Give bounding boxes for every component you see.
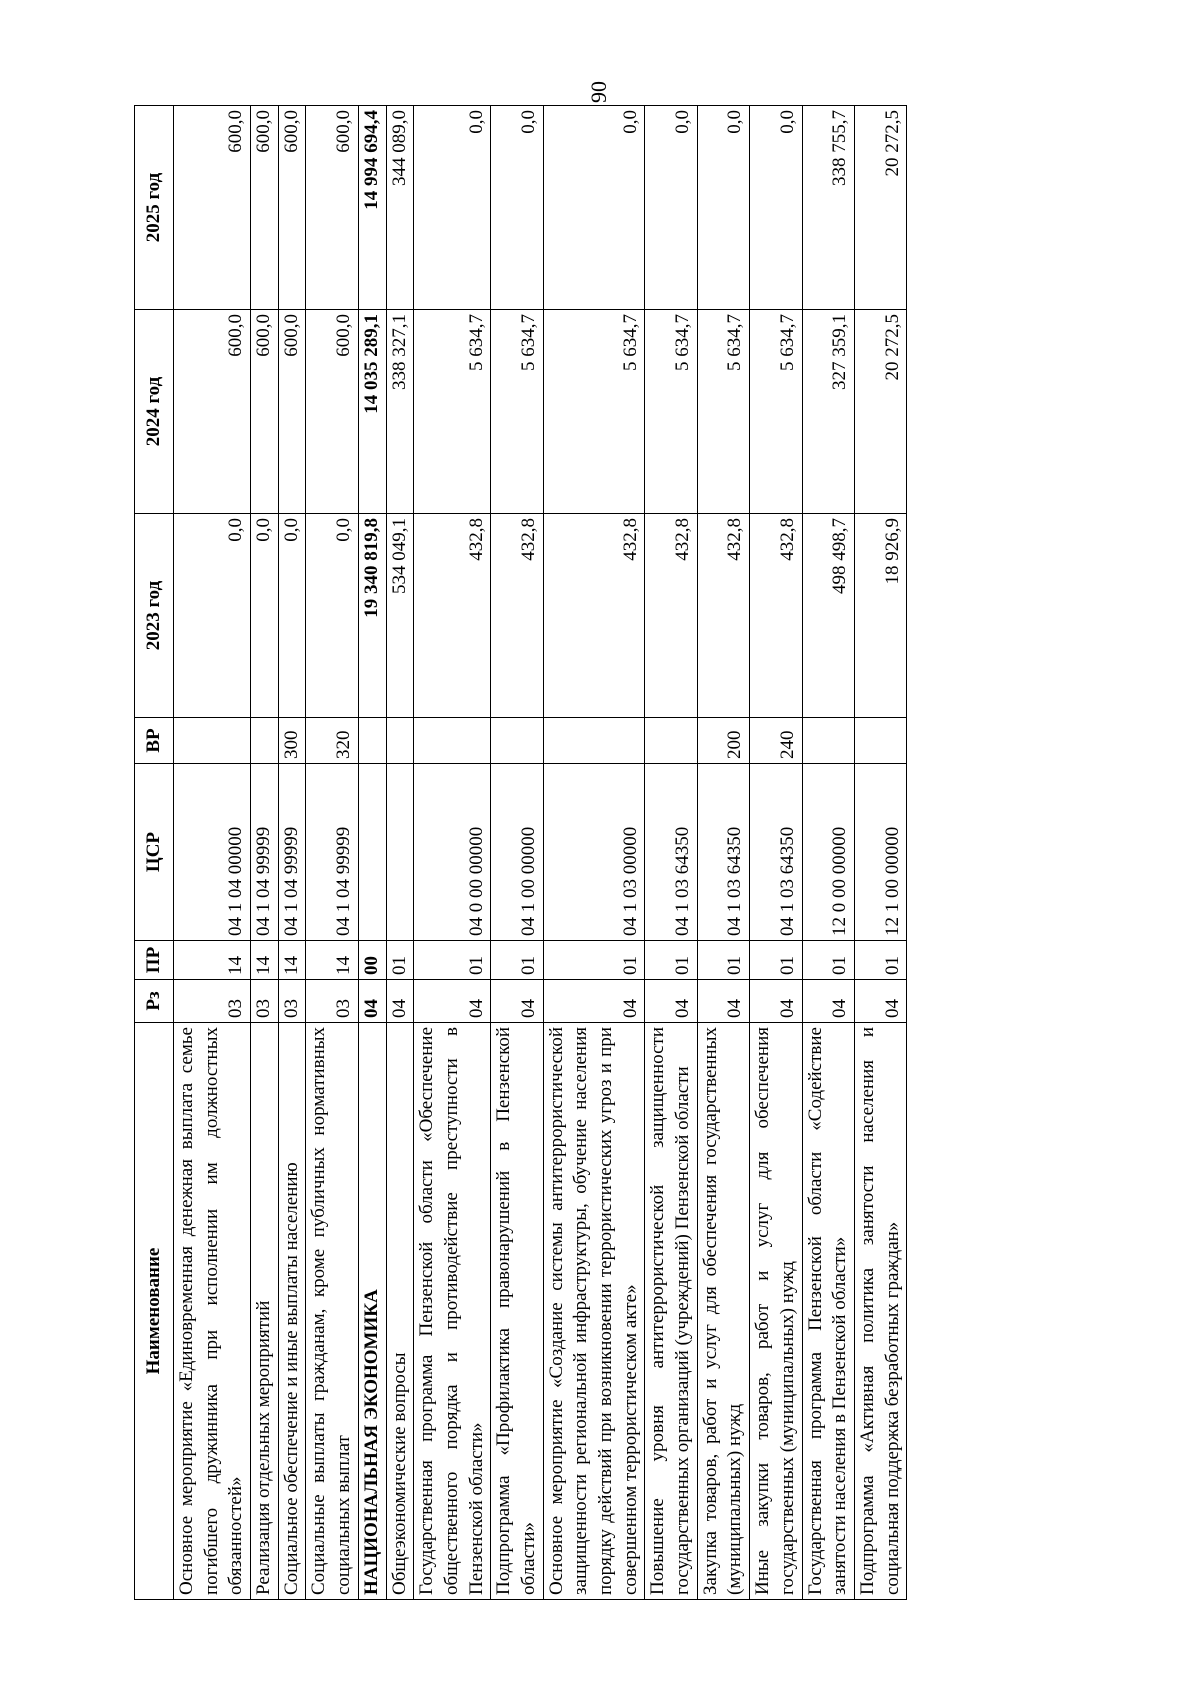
cell-2023: 498 498,7 bbox=[802, 514, 854, 718]
cell-pr: 14 bbox=[278, 941, 306, 980]
cell-csr: 04 0 00 00000 bbox=[414, 764, 491, 941]
table-row bbox=[306, 106, 358, 1600]
cell-2025: 344 089,0 bbox=[386, 106, 414, 310]
cell-2023: 432,8 bbox=[697, 514, 749, 718]
cell-pr: 01 bbox=[414, 941, 491, 980]
cell-name: Подпрограмма «Профилактика правонарушений в Пензенской области» bbox=[491, 1023, 543, 1600]
cell-2025: 600,0 bbox=[174, 106, 251, 310]
cell-csr: 04 1 04 99999 bbox=[306, 764, 358, 941]
cell-pr: 00 bbox=[358, 941, 386, 980]
cell-2024: 600,0 bbox=[306, 310, 358, 514]
cell-vr: 200 bbox=[697, 718, 749, 764]
cell-2024: 327 359,1 bbox=[802, 310, 854, 514]
cell-csr: 04 1 03 64350 bbox=[697, 764, 749, 941]
cell-2023: 0,0 bbox=[278, 514, 306, 718]
cell-rz: 04 bbox=[750, 980, 802, 1023]
cell-vr bbox=[802, 718, 854, 764]
cell-2024: 5 634,7 bbox=[543, 310, 645, 514]
cell-2024: 5 634,7 bbox=[697, 310, 749, 514]
cell-rz: 04 bbox=[697, 980, 749, 1023]
cell-2024: 600,0 bbox=[251, 310, 279, 514]
cell-2023: 534 049,1 bbox=[386, 514, 414, 718]
cell-pr: 01 bbox=[854, 941, 906, 980]
cell-2024: 5 634,7 bbox=[750, 310, 802, 514]
cell-rz: 04 bbox=[386, 980, 414, 1023]
cell-2024: 5 634,7 bbox=[491, 310, 543, 514]
cell-name: Государственная программа Пензенской области «Обеспечение общественного порядка и противодействие преступности в Пензенской области» bbox=[414, 1023, 491, 1600]
cell-name: Социальные выплаты гражданам, кроме публичных нормативных социальных выплат bbox=[306, 1023, 358, 1600]
cell-vr: 320 bbox=[306, 718, 358, 764]
cell-csr: 12 1 00 00000 bbox=[854, 764, 906, 941]
cell-pr: 01 bbox=[543, 941, 645, 980]
cell-rz: 04 bbox=[645, 980, 697, 1023]
header-2025: 2025 год bbox=[135, 106, 174, 310]
table-row bbox=[802, 106, 854, 1600]
cell-name: Общеэкономические вопросы bbox=[386, 1023, 414, 1600]
cell-vr bbox=[645, 718, 697, 764]
cell-rz: 03 bbox=[278, 980, 306, 1023]
cell-2024: 5 634,7 bbox=[645, 310, 697, 514]
cell-csr: 04 1 04 99999 bbox=[251, 764, 279, 941]
table-row bbox=[174, 106, 251, 1600]
cell-2023: 0,0 bbox=[174, 514, 251, 718]
table-row bbox=[491, 106, 543, 1600]
cell-pr: 14 bbox=[174, 941, 251, 980]
cell-2025: 0,0 bbox=[750, 106, 802, 310]
header-2023: 2023 год bbox=[135, 514, 174, 718]
cell-vr bbox=[854, 718, 906, 764]
cell-vr: 300 bbox=[278, 718, 306, 764]
cell-2025: 20 272,5 bbox=[854, 106, 906, 310]
cell-2024: 600,0 bbox=[278, 310, 306, 514]
cell-pr: 01 bbox=[386, 941, 414, 980]
cell-name: НАЦИОНАЛЬНАЯ ЭКОНОМИКА bbox=[358, 1023, 386, 1600]
cell-csr: 04 1 03 00000 bbox=[543, 764, 645, 941]
cell-2024: 14 035 289,1 bbox=[358, 310, 386, 514]
header-pr: ПР bbox=[135, 941, 174, 980]
header-2024: 2024 год bbox=[135, 310, 174, 514]
cell-csr: 04 1 03 64350 bbox=[645, 764, 697, 941]
cell-vr bbox=[174, 718, 251, 764]
cell-vr bbox=[358, 718, 386, 764]
cell-name: Основное мероприятие «Единовременная денежная выплата семье погибшего дружинника при исполнении им должностных обязанностей» bbox=[174, 1023, 251, 1600]
cell-rz: 04 bbox=[358, 980, 386, 1023]
cell-pr: 01 bbox=[491, 941, 543, 980]
header-vr: ВР bbox=[135, 718, 174, 764]
cell-2023: 0,0 bbox=[306, 514, 358, 718]
cell-vr bbox=[386, 718, 414, 764]
table-row bbox=[750, 106, 802, 1600]
cell-2024: 600,0 bbox=[174, 310, 251, 514]
header-rz: Рз bbox=[135, 980, 174, 1023]
cell-name: Государственная программа Пензенской области «Содействие занятости населения в Пензенской области» bbox=[802, 1023, 854, 1600]
cell-2024: 20 272,5 bbox=[854, 310, 906, 514]
budget-table bbox=[134, 105, 907, 1600]
table-row bbox=[278, 106, 306, 1600]
cell-rz: 04 bbox=[491, 980, 543, 1023]
table-row bbox=[697, 106, 749, 1600]
cell-2025: 0,0 bbox=[414, 106, 491, 310]
cell-name: Социальное обеспечение и иные выплаты населению bbox=[278, 1023, 306, 1600]
cell-rz: 04 bbox=[414, 980, 491, 1023]
cell-vr bbox=[414, 718, 491, 764]
cell-2023: 432,8 bbox=[750, 514, 802, 718]
cell-csr: 12 0 00 00000 bbox=[802, 764, 854, 941]
cell-vr bbox=[543, 718, 645, 764]
cell-2025: 0,0 bbox=[543, 106, 645, 310]
cell-name: Иные закупки товаров, работ и услуг для обеспечения государственных (муниципальных) нужд bbox=[750, 1023, 802, 1600]
cell-2023: 432,8 bbox=[491, 514, 543, 718]
cell-pr: 01 bbox=[645, 941, 697, 980]
cell-2025: 0,0 bbox=[491, 106, 543, 310]
cell-2025: 0,0 bbox=[697, 106, 749, 310]
cell-2025: 0,0 bbox=[645, 106, 697, 310]
cell-csr: 04 1 04 00000 bbox=[174, 764, 251, 941]
cell-2023: 19 340 819,8 bbox=[358, 514, 386, 718]
cell-2025: 338 755,7 bbox=[802, 106, 854, 310]
cell-pr: 14 bbox=[306, 941, 358, 980]
cell-2023: 18 926,9 bbox=[854, 514, 906, 718]
cell-2023: 432,8 bbox=[543, 514, 645, 718]
rotated-table-container bbox=[134, 106, 1052, 1600]
cell-vr: 240 bbox=[750, 718, 802, 764]
cell-name: Подпрограмма «Активная политика занятости населения и социальная поддержка безработных граждан» bbox=[854, 1023, 906, 1600]
table-row bbox=[543, 106, 645, 1600]
cell-2025: 600,0 bbox=[251, 106, 279, 310]
cell-pr: 01 bbox=[697, 941, 749, 980]
cell-csr: 04 1 00 00000 bbox=[491, 764, 543, 941]
cell-rz: 03 bbox=[251, 980, 279, 1023]
table-header-row bbox=[135, 106, 174, 1600]
cell-name: Закупка товаров, работ и услуг для обеспечения государственных (муниципальных) нужд bbox=[697, 1023, 749, 1600]
cell-2024: 5 634,7 bbox=[414, 310, 491, 514]
cell-pr: 01 bbox=[750, 941, 802, 980]
cell-csr bbox=[358, 764, 386, 941]
cell-2023: 432,8 bbox=[645, 514, 697, 718]
cell-rz: 03 bbox=[174, 980, 251, 1023]
cell-name: Основное мероприятие «Создание системы антитеррористической защищенности региональной инфраструктуры, обучение населения порядку действий при возникновении террористических угроз и при совершенном террористическом акте» bbox=[543, 1023, 645, 1600]
cell-name: Повышение уровня антитеррористической защищенности государственных организаций (учреждений) Пензенской области bbox=[645, 1023, 697, 1600]
table-body bbox=[174, 106, 907, 1600]
cell-csr: 04 1 04 99999 bbox=[278, 764, 306, 941]
cell-2025: 600,0 bbox=[306, 106, 358, 310]
table-row bbox=[645, 106, 697, 1600]
header-name: Наименование bbox=[135, 1023, 174, 1600]
cell-pr: 01 bbox=[802, 941, 854, 980]
cell-pr: 14 bbox=[251, 941, 279, 980]
cell-name: Реализация отдельных мероприятий bbox=[251, 1023, 279, 1600]
table-row bbox=[251, 106, 279, 1600]
cell-vr bbox=[251, 718, 279, 764]
cell-rz: 03 bbox=[306, 980, 358, 1023]
cell-rz: 04 bbox=[543, 980, 645, 1023]
cell-csr: 04 1 03 64350 bbox=[750, 764, 802, 941]
cell-2025: 14 994 694,4 bbox=[358, 106, 386, 310]
table-row bbox=[414, 106, 491, 1600]
table-row bbox=[854, 106, 906, 1600]
page-number: 90 bbox=[586, 81, 611, 103]
rotated-page-content bbox=[134, 106, 1052, 1600]
cell-2024: 338 327,1 bbox=[386, 310, 414, 514]
table-row bbox=[386, 106, 414, 1600]
header-csr: ЦСР bbox=[135, 764, 174, 941]
cell-vr bbox=[491, 718, 543, 764]
cell-2023: 432,8 bbox=[414, 514, 491, 718]
table-row bbox=[358, 106, 386, 1600]
cell-csr bbox=[386, 764, 414, 941]
cell-rz: 04 bbox=[854, 980, 906, 1023]
cell-2025: 600,0 bbox=[278, 106, 306, 310]
cell-2023: 0,0 bbox=[251, 514, 279, 718]
cell-rz: 04 bbox=[802, 980, 854, 1023]
